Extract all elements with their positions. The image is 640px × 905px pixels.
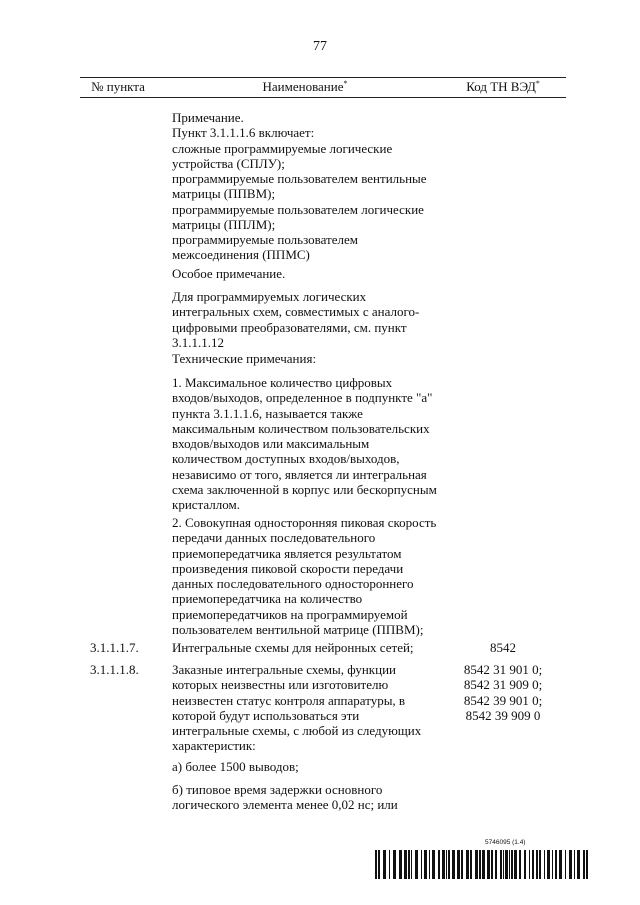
barcode-bar — [438, 850, 440, 879]
text-line: устройства (СПЛУ); — [172, 155, 285, 171]
text-line: пункта 3.1.1.1.6, называется также — [172, 405, 363, 421]
text-line: Пункт 3.1.1.1.6 включает: — [172, 125, 315, 141]
text-line: количеством доступных входов/выходов, — [172, 451, 400, 467]
tnved-code: 8542 39 909 0 — [465, 707, 541, 723]
item-number — [90, 640, 139, 655]
text-line: матрицы (ППВМ); — [172, 186, 276, 202]
barcode-bar — [552, 850, 553, 879]
item-number — [90, 662, 139, 677]
technical-note-1 — [172, 375, 437, 512]
barcode-bar — [539, 850, 541, 879]
text-line: Интегральные схемы для нейронных сетей; — [172, 640, 414, 655]
barcode-bar — [532, 850, 534, 879]
text-line: матрицы (ППЛМ); — [172, 216, 276, 232]
text-line: пользователем вентильной матрице (ППВМ); — [172, 621, 424, 637]
barcode-bar — [559, 850, 562, 879]
document-code: 5746095 (1.4) — [485, 839, 526, 846]
text-line: Для программируемых логических — [172, 289, 367, 304]
barcode-bar — [411, 850, 412, 879]
tnved-code: 8542 39 901 0; — [463, 692, 543, 708]
barcode-bar — [404, 850, 407, 879]
barcode-bar — [452, 850, 455, 879]
barcode-bar — [536, 850, 538, 879]
special-note-heading — [172, 266, 285, 281]
barcode-bar — [574, 850, 575, 879]
text-line: программируемые пользователем логические — [172, 201, 424, 217]
barcode-bar — [399, 850, 402, 879]
text-line: кристаллом. — [172, 497, 240, 512]
barcode-bar — [509, 850, 510, 879]
text-line: сложные программируемые логические — [172, 140, 393, 156]
barcode-bar — [586, 850, 588, 879]
column-header-item-no-label: № пункта — [91, 79, 145, 94]
page-number: 77 — [313, 39, 327, 54]
text-line: а) более 1500 выводов; — [172, 759, 299, 774]
barcode-bar — [569, 850, 572, 879]
barcode-bar — [415, 850, 418, 879]
text-line: Примечание. — [172, 110, 244, 125]
text-line: приемопередатчиков на программируемой — [172, 606, 408, 622]
barcode-bar — [457, 850, 460, 879]
barcode-bar — [424, 850, 427, 879]
technical-note-2 — [172, 515, 436, 637]
barcode-bar — [514, 850, 517, 879]
text-line: межсоединения (ППМС) — [172, 247, 310, 263]
text-line: 3.1.1.1.12 — [172, 334, 224, 350]
barcode-bar — [544, 850, 545, 879]
barcode-bar — [583, 850, 585, 879]
barcode-bar — [429, 850, 430, 879]
barcode-bar — [432, 850, 435, 879]
barcode-bar — [487, 850, 490, 879]
item-name — [172, 640, 414, 655]
barcode-image — [375, 850, 588, 879]
text-line: которых неизвестны или изготовителю — [172, 677, 389, 693]
text-line: логического элемента менее 0,02 нс; или — [172, 797, 398, 813]
barcode-bar — [519, 850, 521, 879]
subitem-b — [172, 782, 398, 813]
text-line: приемопередатчика на количество — [172, 591, 363, 607]
item-codes — [443, 640, 563, 655]
tnved-code: 8542 31 909 0; — [463, 677, 543, 693]
barcode-bar — [408, 850, 410, 879]
text-line: б) типовое время задержки основного — [172, 782, 383, 797]
text-line: интегральные схемы, с любой из следующих — [172, 723, 422, 738]
column-header-code-label: Код ТН ВЭД — [466, 79, 536, 94]
text-line: неизвестен статус контроля аппаратуры, в — [172, 692, 406, 708]
barcode-bar — [378, 850, 380, 879]
item-number-label: 3.1.1.1.7. — [90, 640, 139, 655]
barcode-bar — [475, 850, 478, 879]
column-header-code — [443, 79, 563, 95]
barcode-bar — [389, 850, 390, 879]
table-header-bottom-rule — [80, 97, 566, 98]
text-line: произведения пиковой скорости передачи — [172, 560, 404, 576]
barcode-bar — [491, 850, 493, 879]
note-block — [172, 110, 427, 263]
barcode-bar — [547, 850, 550, 879]
barcode-bar — [383, 850, 386, 879]
footnote-mark: * — [535, 79, 540, 88]
text-line: Технические примечания: — [172, 351, 317, 366]
text-line: приемопередатчика является результатом — [172, 545, 402, 561]
text-line: входов/выходов или максимальным — [172, 436, 370, 451]
text-line: интегральных схем, совместимых с аналого- — [172, 304, 420, 320]
tnved-code: 8542 31 901 0; — [463, 662, 543, 677]
special-note-block — [172, 289, 419, 350]
barcode-bar — [421, 850, 422, 879]
text-line: Особое примечание. — [172, 266, 286, 281]
barcode-bar — [524, 850, 526, 879]
text-line: программируемые пользователем вентильные — [172, 171, 427, 186]
technical-notes-heading — [172, 351, 316, 366]
barcode-bar — [577, 850, 580, 879]
text-line: передачи данных последовательного — [172, 530, 376, 546]
barcode-bar — [470, 850, 472, 879]
text-line: максимальным количеством пользовательских — [172, 420, 430, 436]
text-line: 1. Максимальное количество цифровых — [172, 375, 393, 390]
barcode-bar — [442, 850, 445, 879]
text-line: характеристик: — [172, 738, 256, 754]
barcode-bar — [393, 850, 396, 879]
barcode-bar — [503, 850, 504, 879]
text-line: входов/выходов, определенное в подпункте "а" — [172, 390, 433, 406]
barcode-bar — [505, 850, 508, 879]
barcode-bar — [511, 850, 513, 879]
barcode-bar — [448, 850, 450, 879]
text-line: программируемые пользователем — [172, 232, 358, 247]
barcode-bar — [461, 850, 463, 879]
text-line: независимо от того, является ли интегральная — [172, 466, 427, 482]
text-line: которой будут использоваться эти — [172, 707, 360, 723]
barcode-bar — [446, 850, 447, 879]
table-header-top-rule — [80, 77, 566, 78]
item-number-label: 3.1.1.1.8. — [90, 662, 139, 677]
text-line: цифровыми преобразователями, см. пункт — [172, 319, 407, 335]
item-codes — [443, 662, 563, 723]
text-line: 2. Совокупная односторонняя пиковая скорость — [172, 515, 437, 530]
text-line: схема заключенной в корпус или бескорпусным — [172, 481, 437, 497]
barcode-bar — [529, 850, 530, 879]
barcode-bar — [565, 850, 566, 879]
footnote-mark: * — [343, 79, 348, 88]
barcode-bar — [466, 850, 469, 879]
text-line: Заказные интегральные схемы, функции — [172, 662, 396, 677]
barcode-bar — [555, 850, 557, 879]
barcode-bar — [482, 850, 485, 879]
column-header-name-label: Наименование — [262, 79, 344, 94]
item-name — [172, 662, 421, 754]
subitem-a — [172, 759, 299, 774]
barcode-bar — [500, 850, 502, 879]
barcode-bar — [495, 850, 497, 879]
barcode-bar — [479, 850, 481, 879]
barcode-bar — [375, 850, 377, 879]
text-line: данных последовательного одностороннего — [172, 576, 414, 591]
column-header-item-no — [80, 79, 156, 95]
column-header-name — [172, 79, 438, 95]
tnved-code: 8542 — [490, 640, 516, 655]
